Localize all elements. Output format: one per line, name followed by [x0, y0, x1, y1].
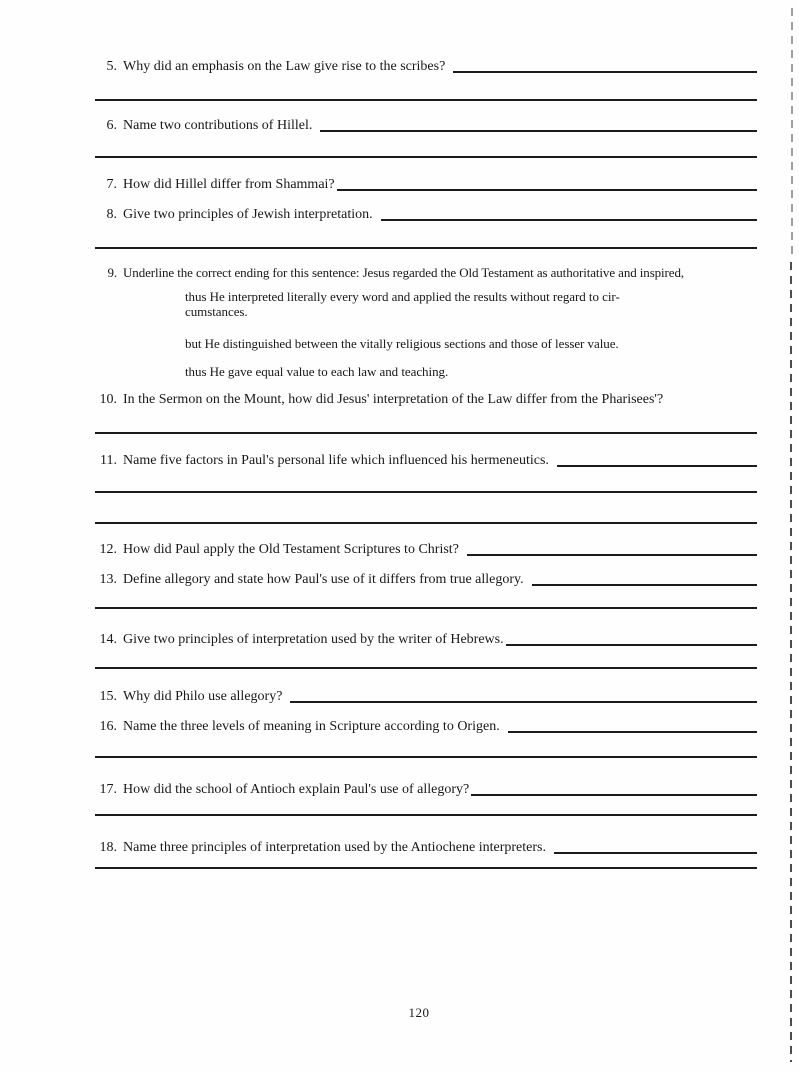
question-9-text: Underline the correct ending for this sentence: Jesus regarded the Old Testament as authoritative and inspired, — [123, 265, 685, 280]
question-16-answer-line — [508, 731, 757, 733]
question-9-option-2-line-1: but He distinguished between the vitally religious sections and those of lesser value. — [185, 336, 619, 351]
question-11-row — [95, 452, 757, 469]
question-17-number: 17. — [99, 782, 117, 797]
question-15-number: 15. — [99, 689, 117, 704]
question-17-answer-line — [471, 794, 757, 796]
question-7-row — [95, 176, 757, 193]
question-15-answer-line — [290, 701, 757, 703]
question-7-text: How did Hillel differ from Shammai? — [123, 177, 335, 192]
scan-edge-artifact-top — [791, 8, 793, 260]
answer-rule-3 — [95, 247, 757, 249]
question-9-option-1-line-2: cumstances. — [185, 304, 248, 319]
question-14-number: 14. — [99, 632, 117, 647]
scan-edge-artifact-main — [790, 262, 792, 1062]
question-9-option-1 — [185, 289, 782, 319]
question-13-text: Define allegory and state how Paul's use of it differs from true allegory. — [123, 572, 524, 587]
question-5-text: Why did an emphasis on the Law give rise to the scribes? — [123, 59, 446, 74]
answer-rule-7 — [95, 607, 757, 609]
question-17-text: How did the school of Antioch explain Paul's use of allegory? — [123, 782, 470, 797]
question-18-row — [95, 839, 757, 856]
question-14-text: Give two principles of interpretation used by the writer of Hebrews. — [123, 632, 504, 647]
question-16-text: Name the three levels of meaning in Scripture according to Origen. — [123, 719, 500, 734]
question-15-text: Why did Philo use allegory? — [123, 689, 283, 704]
question-6-number: 6. — [106, 118, 117, 133]
question-9-option-3 — [185, 364, 782, 379]
answer-rule-4 — [95, 432, 757, 434]
question-6-row — [95, 117, 757, 134]
question-16-number: 16. — [99, 719, 117, 734]
question-5-answer-line — [453, 71, 757, 73]
question-12-text: How did Paul apply the Old Testament Scriptures to Christ? — [123, 542, 459, 557]
answer-rule-9 — [95, 756, 757, 758]
question-15-row — [95, 688, 757, 705]
page-content — [95, 0, 757, 1071]
question-17-row — [95, 781, 757, 798]
question-9-row — [95, 264, 757, 281]
question-18-answer-line — [554, 852, 757, 854]
question-8-answer-line — [381, 219, 757, 221]
question-9-option-3-line-1: thus He gave equal value to each law and teaching. — [185, 364, 449, 379]
question-6-answer-line — [320, 130, 757, 132]
question-11-text: Name five factors in Paul's personal life which influenced his hermeneutics. — [123, 453, 549, 468]
question-16-row — [95, 718, 757, 735]
answer-rule-2 — [95, 156, 757, 158]
answer-rule-10 — [95, 814, 757, 816]
question-11-number: 11. — [100, 453, 117, 468]
question-8-row — [95, 206, 757, 223]
question-10-number: 10. — [99, 392, 117, 407]
question-5-number: 5. — [106, 59, 117, 74]
question-12-answer-line — [467, 554, 757, 556]
question-12-row — [95, 541, 757, 558]
question-13-row — [95, 571, 757, 588]
question-9-option-2 — [185, 336, 782, 351]
question-18-text: Name three principles of interpretation used by the Antiochene interpreters. — [123, 840, 546, 855]
page-number: 120 — [408, 1005, 430, 1020]
question-8-text: Give two principles of Jewish interpretation. — [123, 207, 373, 222]
answer-rule-1 — [95, 99, 757, 101]
question-10-text: In the Sermon on the Mount, how did Jesus' interpretation of the Law differ from the Pharisees'? — [123, 392, 664, 407]
question-8-number: 8. — [106, 207, 117, 222]
question-18-number: 18. — [99, 840, 117, 855]
question-14-row — [95, 631, 757, 648]
question-9-number: 9. — [107, 265, 117, 280]
question-10-row — [95, 391, 757, 408]
question-5-row — [95, 58, 757, 75]
question-14-answer-line — [506, 644, 757, 646]
question-13-number: 13. — [99, 572, 117, 587]
question-13-answer-line — [532, 584, 757, 586]
question-12-number: 12. — [99, 542, 117, 557]
answer-rule-6 — [95, 522, 757, 524]
answer-rule-8 — [95, 667, 757, 669]
question-7-number: 7. — [106, 177, 117, 192]
question-9-option-1-line-1: thus He interpreted literally every word and applied the results without regard to cir- — [185, 289, 620, 304]
answer-rule-5 — [95, 491, 757, 493]
question-6-text: Name two contributions of Hillel. — [123, 118, 313, 133]
question-7-answer-line — [337, 189, 757, 191]
answer-rule-11 — [95, 867, 757, 869]
question-11-answer-line — [557, 465, 757, 467]
